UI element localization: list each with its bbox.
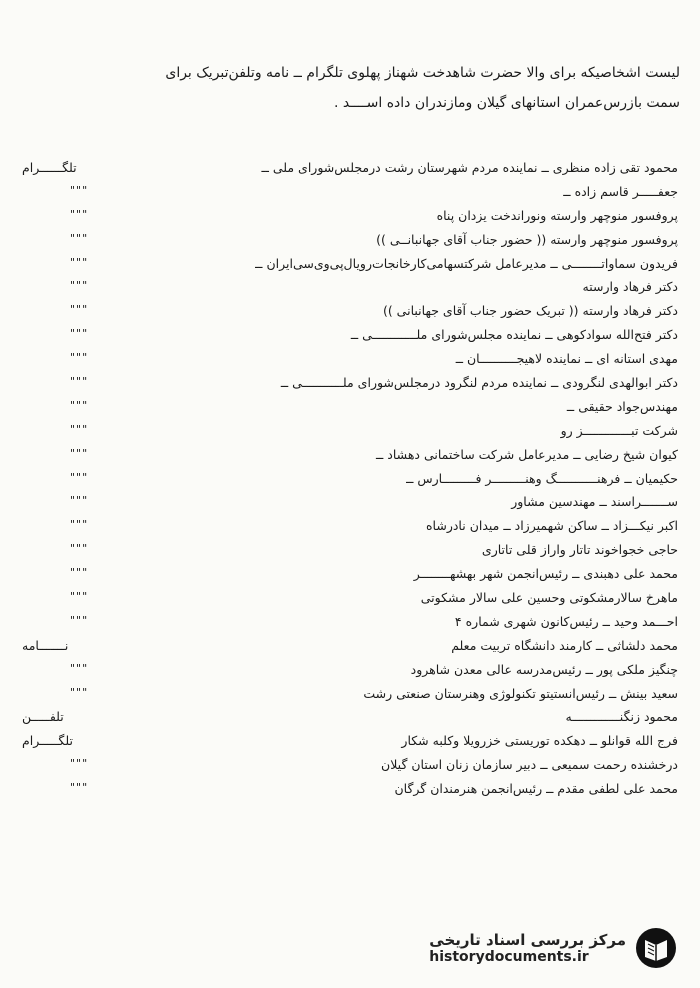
recipient-text: محمد دلشاثی ــ کارمند دانشگاه تربیت معلم — [451, 637, 678, 653]
recipient-text: محمد علی دهبندی ــ رئیس‌انجمن شهر بهشهــــــــر — [413, 566, 678, 582]
recipient-text: محمود زنگنـــــــــــــه — [565, 709, 678, 725]
list-item — [0, 516, 700, 540]
recipient-text: ماهرخ سالارمشکوتی وحسین علی سالار مشکوتی — [420, 590, 678, 606]
recipient-text: محمود تقی زاده منظری ــ نماینده مردم شهرستان رشت درمجلس‌شورای ملی ــ — [261, 160, 678, 175]
recipient-text: ســـــــراسند ــ مهندسین مشاور — [511, 494, 678, 510]
book-emblem-icon — [634, 926, 678, 970]
logo-text-fa: مرکز بررسی اسناد تاریخی — [429, 931, 626, 949]
recipient-text: محمد علی لطفی مقدم ــ رئیس‌انجمن هنرمندان گرگان — [394, 781, 678, 797]
message-type: نـــــــامه — [22, 637, 69, 653]
recipient-text: جعفـــــر قاسم زاده ــ — [563, 183, 678, 199]
ditto-mark: """ — [70, 446, 89, 460]
recipient-text: درخشنده رحمت سمیعی ــ دبیر سازمان زنان استان گیلان — [381, 757, 678, 773]
list-item — [0, 349, 700, 373]
ditto-mark: """ — [70, 542, 89, 556]
list-item — [0, 397, 700, 421]
list-item — [0, 564, 700, 588]
recipient-text: پروفسور منوچهر وارسته ونوراندخت یزدان پناه — [436, 207, 678, 223]
list-item — [0, 206, 700, 230]
ditto-mark: """ — [70, 327, 89, 341]
header-line-2: سمت بازرس‌عمران استانهای گیلان ومازندران داده اســــد . — [333, 95, 680, 111]
archive-logo — [429, 926, 678, 970]
recipient-text: چنگیز ملکی پور ــ رئیس‌مدرسه عالی معدن شاهرود — [410, 661, 678, 677]
list-item — [0, 540, 700, 564]
ditto-mark: """ — [70, 661, 89, 675]
recipient-text: شرکت تبـــــــــــــز رو — [560, 422, 678, 438]
recipient-text: احـــمد وحید ــ رئیس‌کانون شهری شماره ۴ — [454, 613, 678, 629]
recipient-text: حاجی خجواخوند تاتار واراز قلی تاتاری — [481, 542, 678, 558]
ditto-mark: """ — [70, 183, 89, 197]
list-item — [0, 277, 700, 301]
recipient-text: فرج الله قوانلو ــ دهکده توریستی خزرویلا وکلبه شکار — [401, 733, 678, 749]
ditto-mark: """ — [70, 207, 89, 221]
recipient-list — [0, 158, 700, 803]
recipient-text: کیوان شیخ رضایی ــ مدیرعامل شرکت ساختمانی دهشاد ــ — [376, 446, 678, 462]
ditto-mark: """ — [70, 351, 89, 365]
list-item — [0, 301, 700, 325]
recipient-text: دکتر فتح‌الله سوادکوهی ــ نماینده مجلس‌شورای ملــــــــــــی ــ — [350, 327, 678, 343]
ditto-mark: """ — [70, 422, 89, 436]
ditto-mark: """ — [70, 398, 89, 412]
ditto-mark: """ — [70, 470, 89, 484]
ditto-mark: """ — [70, 757, 89, 771]
list-item — [0, 492, 700, 516]
message-type: تلگــــــرام — [22, 160, 77, 175]
recipient-text: مهدی استانه ای ــ نماینده لاهیجــــــــــان ــ — [455, 351, 678, 367]
ditto-mark: """ — [70, 279, 89, 293]
list-item — [0, 445, 700, 469]
list-item — [0, 588, 700, 612]
recipient-text: فریدون سماواتــــــــی ــ مدیرعامل شرکتسهامی‌کارخانجات‌رویال‌پی‌وی‌سی‌ایران ــ — [255, 255, 678, 271]
list-item — [0, 254, 700, 278]
ditto-mark: """ — [70, 231, 89, 245]
list-item — [0, 421, 700, 445]
ditto-mark: """ — [70, 566, 89, 580]
recipient-text: حکیمیان ــ فرهنـــــــــــگ وهنـــــــــر فـــــــــارس ــ — [406, 470, 678, 486]
document-header — [40, 58, 680, 118]
recipient-text: پروفسور منوچهر وارسته (( حضور جناب آقای جهانبانــی )) — [376, 231, 678, 247]
list-item — [0, 469, 700, 493]
ditto-mark: """ — [70, 494, 89, 508]
list-item — [0, 182, 700, 206]
ditto-mark: """ — [70, 781, 89, 795]
ditto-mark: """ — [70, 613, 89, 627]
message-type: تلگـــــرام — [22, 733, 73, 749]
recipient-text: مهندس‌جواد حقیقی ــ — [566, 398, 678, 414]
ditto-mark: """ — [70, 518, 89, 532]
message-type: تلفـــــن — [22, 709, 64, 725]
recipient-text: دکتر فرهاد وارسته (( تبریک حضور جناب آقای جهانبانی )) — [382, 303, 678, 319]
list-item — [0, 158, 700, 182]
ditto-mark: """ — [70, 255, 89, 269]
ditto-mark: """ — [70, 685, 89, 699]
recipient-text: دکتر فرهاد وارسته — [582, 279, 678, 295]
ditto-mark: """ — [70, 303, 89, 317]
list-item — [0, 636, 700, 660]
list-item — [0, 684, 700, 708]
ditto-mark: """ — [70, 590, 89, 604]
recipient-text: دکتر ابوالهدی لنگرودی ــ نماینده مردم لنگرود درمجلس‌شورای ملـــــــــــی ــ — [280, 375, 678, 391]
list-item — [0, 755, 700, 779]
recipient-text: سعید بینش ــ رئیس‌انستیتو تکنولوژی وهنرستان صنعتی رشت — [363, 685, 678, 701]
recipient-text: اکبر نیکـــزاد ــ ساکن شهمیرزاد ــ میدان نادرشاه — [426, 518, 678, 534]
list-item — [0, 731, 700, 755]
logo-text-en: historydocuments.ir — [429, 949, 589, 965]
list-item — [0, 660, 700, 684]
list-item — [0, 779, 700, 803]
list-item — [0, 230, 700, 254]
ditto-mark: """ — [70, 375, 89, 389]
list-item — [0, 373, 700, 397]
list-item — [0, 612, 700, 636]
list-item — [0, 325, 700, 349]
list-item — [0, 707, 700, 731]
header-line-1: لیست اشخاصیکه برای والا حضرت شاهدخت شهناز پهلوی تلگرام ــ نامه وتلفن‌تبریک برای — [165, 65, 680, 81]
